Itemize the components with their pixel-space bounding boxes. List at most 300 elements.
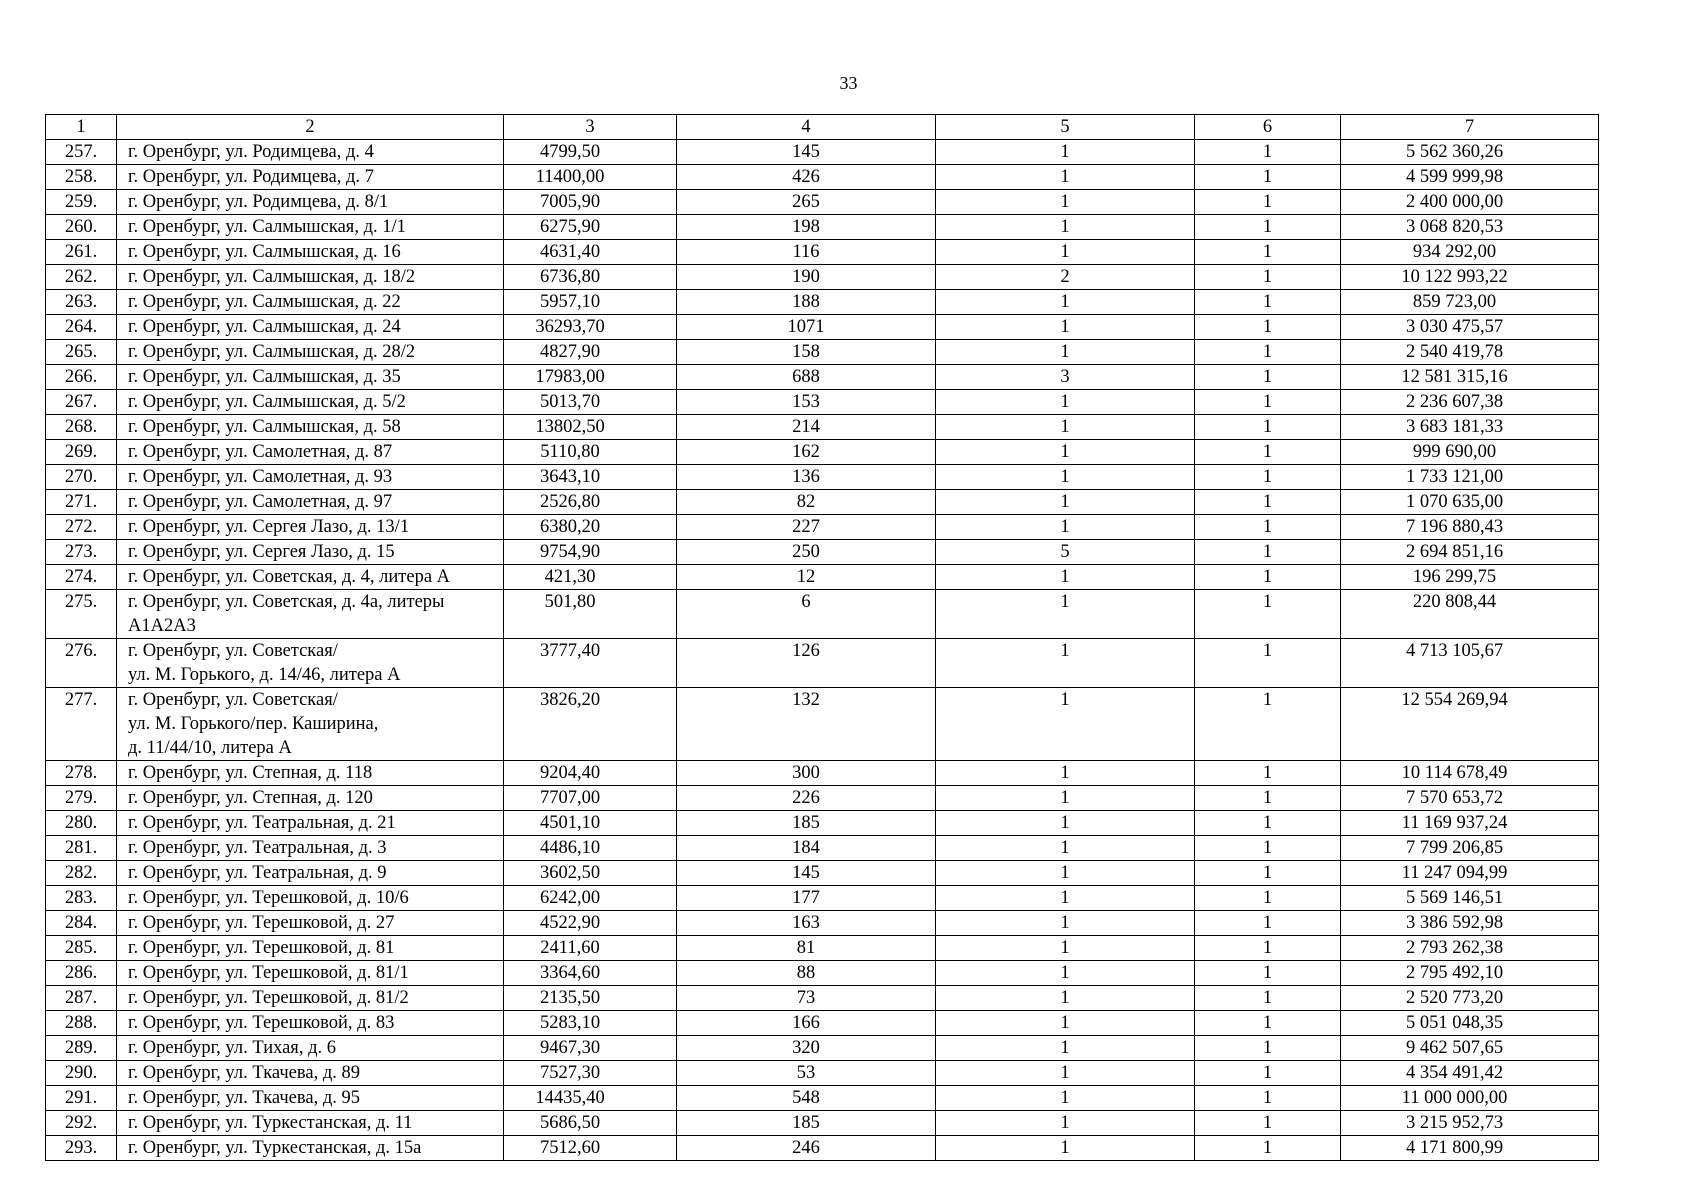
area-value: 3777,40 bbox=[504, 639, 677, 688]
count-col5: 1 bbox=[936, 565, 1195, 590]
amount-value: 11 247 094,99 bbox=[1341, 861, 1599, 886]
table-row bbox=[46, 1136, 1599, 1161]
table-row bbox=[46, 1011, 1599, 1036]
row-number: 270. bbox=[46, 465, 117, 490]
residents-count: 73 bbox=[677, 986, 936, 1011]
address: г. Оренбург, ул. Терешковой, д. 10/6 bbox=[117, 886, 504, 911]
area-value: 5283,10 bbox=[504, 1011, 677, 1036]
count-col6: 1 bbox=[1195, 1111, 1341, 1136]
count-col6: 1 bbox=[1195, 490, 1341, 515]
table-row bbox=[46, 565, 1599, 590]
table-row bbox=[46, 1086, 1599, 1111]
table-row bbox=[46, 490, 1599, 515]
address: г. Оренбург, ул. Салмышская, д. 28/2 bbox=[117, 340, 504, 365]
area-value: 3826,20 bbox=[504, 688, 677, 761]
address: г. Оренбург, ул. Ткачева, д. 95 bbox=[117, 1086, 504, 1111]
table-row bbox=[46, 415, 1599, 440]
row-number: 265. bbox=[46, 340, 117, 365]
residents-count: 6 bbox=[677, 590, 936, 639]
column-header: 4 bbox=[677, 115, 936, 140]
row-number: 271. bbox=[46, 490, 117, 515]
row-number: 261. bbox=[46, 240, 117, 265]
count-col5: 1 bbox=[936, 1086, 1195, 1111]
count-col6: 1 bbox=[1195, 240, 1341, 265]
area-value: 7527,30 bbox=[504, 1061, 677, 1086]
address: г. Оренбург, ул. Самолетная, д. 97 bbox=[117, 490, 504, 515]
count-col5: 1 bbox=[936, 761, 1195, 786]
count-col6: 1 bbox=[1195, 1086, 1341, 1111]
count-col5: 1 bbox=[936, 465, 1195, 490]
address: г. Оренбург, ул. Салмышская, д. 58 bbox=[117, 415, 504, 440]
count-col6: 1 bbox=[1195, 140, 1341, 165]
area-value: 9204,40 bbox=[504, 761, 677, 786]
area-value: 11400,00 bbox=[504, 165, 677, 190]
amount-value: 1 070 635,00 bbox=[1341, 490, 1599, 515]
address: г. Оренбург, ул. Сергея Лазо, д. 13/1 bbox=[117, 515, 504, 540]
area-value: 4501,10 bbox=[504, 811, 677, 836]
table-row bbox=[46, 886, 1599, 911]
amount-value: 5 051 048,35 bbox=[1341, 1011, 1599, 1036]
address: г. Оренбург, ул. Самолетная, д. 93 bbox=[117, 465, 504, 490]
row-number: 279. bbox=[46, 786, 117, 811]
count-col6: 1 bbox=[1195, 215, 1341, 240]
area-value: 7005,90 bbox=[504, 190, 677, 215]
residents-count: 226 bbox=[677, 786, 936, 811]
count-col5: 1 bbox=[936, 886, 1195, 911]
address: г. Оренбург, ул. Родимцева, д. 4 bbox=[117, 140, 504, 165]
count-col5: 1 bbox=[936, 415, 1195, 440]
count-col5: 1 bbox=[936, 515, 1195, 540]
count-col6: 1 bbox=[1195, 688, 1341, 761]
row-number: 278. bbox=[46, 761, 117, 786]
table-body bbox=[46, 140, 1599, 1161]
count-col5: 1 bbox=[936, 215, 1195, 240]
residents-count: 132 bbox=[677, 688, 936, 761]
address: г. Оренбург, ул. Терешковой, д. 81 bbox=[117, 936, 504, 961]
page-number: 33 bbox=[839, 73, 858, 93]
count-col5: 1 bbox=[936, 911, 1195, 936]
table-row bbox=[46, 1061, 1599, 1086]
table-row bbox=[46, 340, 1599, 365]
amount-value: 7 570 653,72 bbox=[1341, 786, 1599, 811]
address: г. Оренбург, ул. Салмышская, д. 35 bbox=[117, 365, 504, 390]
column-header: 2 bbox=[117, 115, 504, 140]
count-col6: 1 bbox=[1195, 440, 1341, 465]
row-number: 284. bbox=[46, 911, 117, 936]
residents-count: 166 bbox=[677, 1011, 936, 1036]
count-col5: 1 bbox=[936, 190, 1195, 215]
count-col6: 1 bbox=[1195, 540, 1341, 565]
table-row bbox=[46, 165, 1599, 190]
count-col5: 1 bbox=[936, 811, 1195, 836]
count-col5: 1 bbox=[936, 290, 1195, 315]
table-row bbox=[46, 786, 1599, 811]
column-header: 3 bbox=[504, 115, 677, 140]
address: г. Оренбург, ул. Терешковой, д. 81/1 bbox=[117, 961, 504, 986]
residents-count: 188 bbox=[677, 290, 936, 315]
area-value: 501,80 bbox=[504, 590, 677, 639]
count-col6: 1 bbox=[1195, 1136, 1341, 1161]
residents-count: 185 bbox=[677, 1111, 936, 1136]
count-col5: 1 bbox=[936, 140, 1195, 165]
address: г. Оренбург, ул. Самолетная, д. 87 bbox=[117, 440, 504, 465]
area-value: 5686,50 bbox=[504, 1111, 677, 1136]
table-row bbox=[46, 140, 1599, 165]
column-header: 1 bbox=[46, 115, 117, 140]
address: г. Оренбург, ул. Степная, д. 120 bbox=[117, 786, 504, 811]
residents-count: 320 bbox=[677, 1036, 936, 1061]
address: г. Оренбург, ул. Степная, д. 118 bbox=[117, 761, 504, 786]
count-col5: 1 bbox=[936, 1111, 1195, 1136]
amount-value: 7 196 880,43 bbox=[1341, 515, 1599, 540]
table-header-row bbox=[46, 115, 1599, 140]
row-number: 287. bbox=[46, 986, 117, 1011]
address: г. Оренбург, ул. Сергея Лазо, д. 15 bbox=[117, 540, 504, 565]
area-value: 5110,80 bbox=[504, 440, 677, 465]
count-col5: 1 bbox=[936, 1036, 1195, 1061]
residents-count: 126 bbox=[677, 639, 936, 688]
table-row bbox=[46, 639, 1599, 688]
count-col6: 1 bbox=[1195, 1061, 1341, 1086]
residents-count: 81 bbox=[677, 936, 936, 961]
residents-count: 82 bbox=[677, 490, 936, 515]
area-value: 3602,50 bbox=[504, 861, 677, 886]
row-number: 264. bbox=[46, 315, 117, 340]
count-col5: 1 bbox=[936, 1061, 1195, 1086]
table-row bbox=[46, 315, 1599, 340]
residents-count: 162 bbox=[677, 440, 936, 465]
row-number: 269. bbox=[46, 440, 117, 465]
area-value: 6242,00 bbox=[504, 886, 677, 911]
table-row bbox=[46, 440, 1599, 465]
count-col6: 1 bbox=[1195, 590, 1341, 639]
amount-value: 3 683 181,33 bbox=[1341, 415, 1599, 440]
amount-value: 4 599 999,98 bbox=[1341, 165, 1599, 190]
amount-value: 11 169 937,24 bbox=[1341, 811, 1599, 836]
count-col5: 1 bbox=[936, 986, 1195, 1011]
count-col6: 1 bbox=[1195, 836, 1341, 861]
row-number: 292. bbox=[46, 1111, 117, 1136]
count-col5: 1 bbox=[936, 861, 1195, 886]
count-col6: 1 bbox=[1195, 465, 1341, 490]
table-row bbox=[46, 465, 1599, 490]
amount-value: 196 299,75 bbox=[1341, 565, 1599, 590]
amount-value: 7 799 206,85 bbox=[1341, 836, 1599, 861]
count-col5: 2 bbox=[936, 265, 1195, 290]
amount-value: 12 554 269,94 bbox=[1341, 688, 1599, 761]
amount-value: 5 569 146,51 bbox=[1341, 886, 1599, 911]
area-value: 2135,50 bbox=[504, 986, 677, 1011]
count-col5: 1 bbox=[936, 490, 1195, 515]
amount-value: 934 292,00 bbox=[1341, 240, 1599, 265]
count-col5: 1 bbox=[936, 936, 1195, 961]
table-row bbox=[46, 290, 1599, 315]
area-value: 7512,60 bbox=[504, 1136, 677, 1161]
row-number: 268. bbox=[46, 415, 117, 440]
count-col5: 1 bbox=[936, 165, 1195, 190]
amount-value: 2 540 419,78 bbox=[1341, 340, 1599, 365]
count-col5: 5 bbox=[936, 540, 1195, 565]
area-value: 14435,40 bbox=[504, 1086, 677, 1111]
row-number: 288. bbox=[46, 1011, 117, 1036]
table-row bbox=[46, 936, 1599, 961]
table-row bbox=[46, 1036, 1599, 1061]
table-row bbox=[46, 265, 1599, 290]
amount-value: 3 386 592,98 bbox=[1341, 911, 1599, 936]
row-number: 282. bbox=[46, 861, 117, 886]
table-row bbox=[46, 961, 1599, 986]
table-row bbox=[46, 986, 1599, 1011]
area-value: 4486,10 bbox=[504, 836, 677, 861]
address: г. Оренбург, ул. Терешковой, д. 83 bbox=[117, 1011, 504, 1036]
amount-value: 10 122 993,22 bbox=[1341, 265, 1599, 290]
count-col6: 1 bbox=[1195, 911, 1341, 936]
count-col6: 1 bbox=[1195, 365, 1341, 390]
count-col6: 1 bbox=[1195, 961, 1341, 986]
count-col6: 1 bbox=[1195, 190, 1341, 215]
residents-count: 198 bbox=[677, 215, 936, 240]
table-row bbox=[46, 836, 1599, 861]
residents-count: 53 bbox=[677, 1061, 936, 1086]
row-number: 272. bbox=[46, 515, 117, 540]
residents-count: 88 bbox=[677, 961, 936, 986]
table-row bbox=[46, 390, 1599, 415]
table-row bbox=[46, 590, 1599, 639]
amount-value: 4 713 105,67 bbox=[1341, 639, 1599, 688]
residents-count: 153 bbox=[677, 390, 936, 415]
count-col6: 1 bbox=[1195, 786, 1341, 811]
residents-count: 158 bbox=[677, 340, 936, 365]
row-number: 260. bbox=[46, 215, 117, 240]
row-number: 281. bbox=[46, 836, 117, 861]
residents-count: 250 bbox=[677, 540, 936, 565]
column-header: 5 bbox=[936, 115, 1195, 140]
count-col6: 1 bbox=[1195, 340, 1341, 365]
table-row bbox=[46, 215, 1599, 240]
residents-count: 190 bbox=[677, 265, 936, 290]
row-number: 280. bbox=[46, 811, 117, 836]
area-value: 7707,00 bbox=[504, 786, 677, 811]
count-col6: 1 bbox=[1195, 315, 1341, 340]
table-row bbox=[46, 1111, 1599, 1136]
count-col6: 1 bbox=[1195, 1011, 1341, 1036]
row-number: 283. bbox=[46, 886, 117, 911]
area-value: 4631,40 bbox=[504, 240, 677, 265]
table-row bbox=[46, 190, 1599, 215]
area-value: 9754,90 bbox=[504, 540, 677, 565]
residents-count: 163 bbox=[677, 911, 936, 936]
address: г. Оренбург, ул. Советская/ ул. М. Горького, д. 14/46, литера А bbox=[117, 639, 504, 688]
address: г. Оренбург, ул. Советская/ ул. М. Горького/пер. Каширина, д. 11/44/10, литера А bbox=[117, 688, 504, 761]
address: г. Оренбург, ул. Родимцева, д. 8/1 bbox=[117, 190, 504, 215]
area-value: 4522,90 bbox=[504, 911, 677, 936]
area-value: 6736,80 bbox=[504, 265, 677, 290]
amount-value: 9 462 507,65 bbox=[1341, 1036, 1599, 1061]
row-number: 273. bbox=[46, 540, 117, 565]
count-col5: 1 bbox=[936, 315, 1195, 340]
count-col5: 1 bbox=[936, 440, 1195, 465]
residents-count: 136 bbox=[677, 465, 936, 490]
area-value: 5957,10 bbox=[504, 290, 677, 315]
count-col6: 1 bbox=[1195, 515, 1341, 540]
area-value: 4799,50 bbox=[504, 140, 677, 165]
count-col6: 1 bbox=[1195, 1036, 1341, 1061]
address: г. Оренбург, ул. Туркестанская, д. 11 bbox=[117, 1111, 504, 1136]
row-number: 286. bbox=[46, 961, 117, 986]
amount-value: 2 520 773,20 bbox=[1341, 986, 1599, 1011]
row-number: 262. bbox=[46, 265, 117, 290]
amount-value: 11 000 000,00 bbox=[1341, 1086, 1599, 1111]
table-row bbox=[46, 365, 1599, 390]
amount-value: 3 068 820,53 bbox=[1341, 215, 1599, 240]
table-row bbox=[46, 540, 1599, 565]
residents-count: 1071 bbox=[677, 315, 936, 340]
count-col5: 1 bbox=[936, 1136, 1195, 1161]
row-number: 290. bbox=[46, 1061, 117, 1086]
row-number: 258. bbox=[46, 165, 117, 190]
address: г. Оренбург, ул. Салмышская, д. 22 bbox=[117, 290, 504, 315]
residents-count: 177 bbox=[677, 886, 936, 911]
table-row bbox=[46, 240, 1599, 265]
address: г. Оренбург, ул. Тихая, д. 6 bbox=[117, 1036, 504, 1061]
amount-value: 999 690,00 bbox=[1341, 440, 1599, 465]
count-col5: 1 bbox=[936, 836, 1195, 861]
residents-count: 184 bbox=[677, 836, 936, 861]
amount-value: 10 114 678,49 bbox=[1341, 761, 1599, 786]
amount-value: 12 581 315,16 bbox=[1341, 365, 1599, 390]
row-number: 274. bbox=[46, 565, 117, 590]
address: г. Оренбург, ул. Ткачева, д. 89 bbox=[117, 1061, 504, 1086]
count-col5: 1 bbox=[936, 961, 1195, 986]
count-col6: 1 bbox=[1195, 390, 1341, 415]
amount-value: 4 354 491,42 bbox=[1341, 1061, 1599, 1086]
amount-value: 2 236 607,38 bbox=[1341, 390, 1599, 415]
amount-value: 2 694 851,16 bbox=[1341, 540, 1599, 565]
address: г. Оренбург, ул. Родимцева, д. 7 bbox=[117, 165, 504, 190]
row-number: 291. bbox=[46, 1086, 117, 1111]
count-col6: 1 bbox=[1195, 986, 1341, 1011]
area-value: 6275,90 bbox=[504, 215, 677, 240]
table-row bbox=[46, 911, 1599, 936]
address: г. Оренбург, ул. Салмышская, д. 5/2 bbox=[117, 390, 504, 415]
count-col6: 1 bbox=[1195, 861, 1341, 886]
row-number: 266. bbox=[46, 365, 117, 390]
address: г. Оренбург, ул. Салмышская, д. 24 bbox=[117, 315, 504, 340]
count-col6: 1 bbox=[1195, 165, 1341, 190]
residents-count: 12 bbox=[677, 565, 936, 590]
amount-value: 4 171 800,99 bbox=[1341, 1136, 1599, 1161]
amount-value: 2 795 492,10 bbox=[1341, 961, 1599, 986]
table-row bbox=[46, 861, 1599, 886]
amount-value: 2 400 000,00 bbox=[1341, 190, 1599, 215]
area-value: 3364,60 bbox=[504, 961, 677, 986]
area-value: 9467,30 bbox=[504, 1036, 677, 1061]
residents-count: 145 bbox=[677, 861, 936, 886]
count-col5: 1 bbox=[936, 390, 1195, 415]
address: г. Оренбург, ул. Терешковой, д. 81/2 bbox=[117, 986, 504, 1011]
address: г. Оренбург, ул. Театральная, д. 3 bbox=[117, 836, 504, 861]
count-col5: 1 bbox=[936, 786, 1195, 811]
amount-value: 3 030 475,57 bbox=[1341, 315, 1599, 340]
residents-count: 145 bbox=[677, 140, 936, 165]
area-value: 5013,70 bbox=[504, 390, 677, 415]
count-col6: 1 bbox=[1195, 811, 1341, 836]
row-number: 263. bbox=[46, 290, 117, 315]
table-row bbox=[46, 761, 1599, 786]
residents-count: 214 bbox=[677, 415, 936, 440]
table-row bbox=[46, 688, 1599, 761]
area-value: 36293,70 bbox=[504, 315, 677, 340]
row-number: 277. bbox=[46, 688, 117, 761]
amount-value: 859 723,00 bbox=[1341, 290, 1599, 315]
count-col5: 1 bbox=[936, 1011, 1195, 1036]
address: г. Оренбург, ул. Театральная, д. 21 bbox=[117, 811, 504, 836]
count-col6: 1 bbox=[1195, 886, 1341, 911]
address: г. Оренбург, ул. Салмышская, д. 1/1 bbox=[117, 215, 504, 240]
area-value: 2526,80 bbox=[504, 490, 677, 515]
residents-count: 116 bbox=[677, 240, 936, 265]
table-row bbox=[46, 811, 1599, 836]
amount-value: 5 562 360,26 bbox=[1341, 140, 1599, 165]
area-value: 13802,50 bbox=[504, 415, 677, 440]
data-table bbox=[45, 114, 1599, 1161]
row-number: 276. bbox=[46, 639, 117, 688]
amount-value: 1 733 121,00 bbox=[1341, 465, 1599, 490]
count-col6: 1 bbox=[1195, 290, 1341, 315]
count-col6: 1 bbox=[1195, 265, 1341, 290]
area-value: 6380,20 bbox=[504, 515, 677, 540]
count-col5: 1 bbox=[936, 590, 1195, 639]
residents-count: 246 bbox=[677, 1136, 936, 1161]
count-col5: 1 bbox=[936, 688, 1195, 761]
count-col6: 1 bbox=[1195, 415, 1341, 440]
address: г. Оренбург, ул. Советская, д. 4а, литеры А1А2А3 bbox=[117, 590, 504, 639]
column-header: 6 bbox=[1195, 115, 1341, 140]
count-col6: 1 bbox=[1195, 936, 1341, 961]
area-value: 2411,60 bbox=[504, 936, 677, 961]
count-col5: 3 bbox=[936, 365, 1195, 390]
address: г. Оренбург, ул. Салмышская, д. 16 bbox=[117, 240, 504, 265]
address: г. Оренбург, ул. Терешковой, д. 27 bbox=[117, 911, 504, 936]
row-number: 293. bbox=[46, 1136, 117, 1161]
amount-value: 3 215 952,73 bbox=[1341, 1111, 1599, 1136]
address: г. Оренбург, ул. Театральная, д. 9 bbox=[117, 861, 504, 886]
row-number: 257. bbox=[46, 140, 117, 165]
residents-count: 300 bbox=[677, 761, 936, 786]
row-number: 289. bbox=[46, 1036, 117, 1061]
address: г. Оренбург, ул. Советская, д. 4, литера А bbox=[117, 565, 504, 590]
residents-count: 426 bbox=[677, 165, 936, 190]
area-value: 4827,90 bbox=[504, 340, 677, 365]
table-row bbox=[46, 515, 1599, 540]
address: г. Оренбург, ул. Туркестанская, д. 15а bbox=[117, 1136, 504, 1161]
area-value: 17983,00 bbox=[504, 365, 677, 390]
row-number: 285. bbox=[46, 936, 117, 961]
amount-value: 2 793 262,38 bbox=[1341, 936, 1599, 961]
area-value: 421,30 bbox=[504, 565, 677, 590]
count-col5: 1 bbox=[936, 639, 1195, 688]
count-col6: 1 bbox=[1195, 565, 1341, 590]
amount-value: 220 808,44 bbox=[1341, 590, 1599, 639]
count-col6: 1 bbox=[1195, 761, 1341, 786]
residents-count: 688 bbox=[677, 365, 936, 390]
residents-count: 265 bbox=[677, 190, 936, 215]
residents-count: 185 bbox=[677, 811, 936, 836]
row-number: 267. bbox=[46, 390, 117, 415]
row-number: 275. bbox=[46, 590, 117, 639]
residents-count: 227 bbox=[677, 515, 936, 540]
address: г. Оренбург, ул. Салмышская, д. 18/2 bbox=[117, 265, 504, 290]
